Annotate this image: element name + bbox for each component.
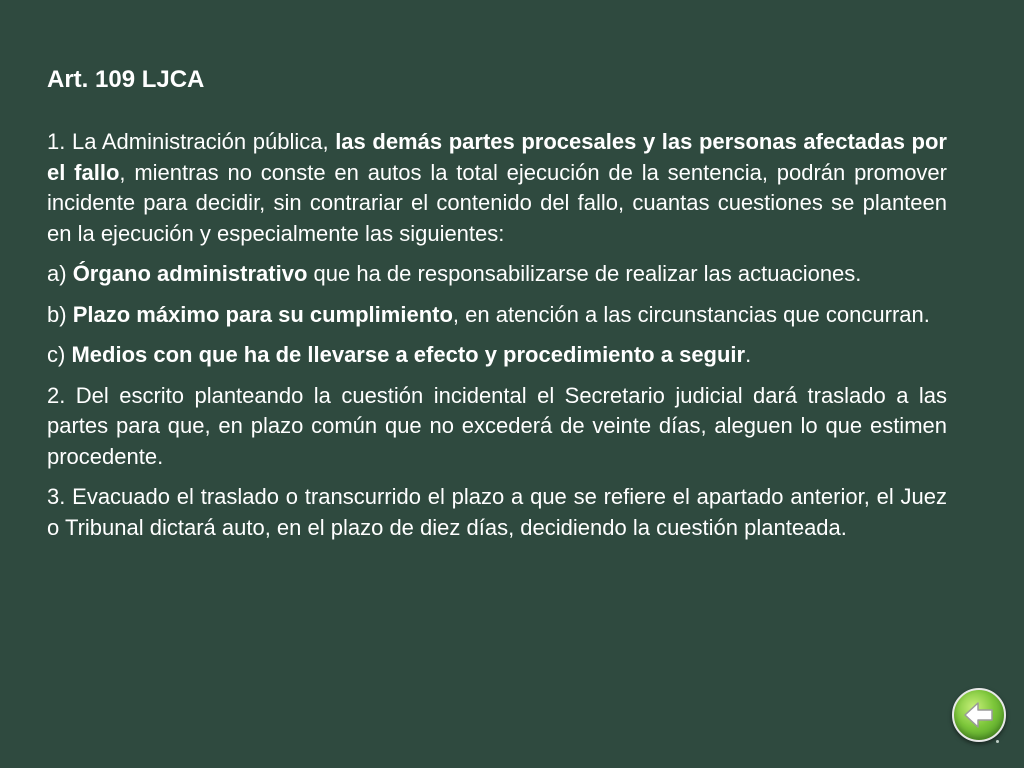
decorative-dot: [996, 740, 999, 743]
paragraph-2-text-1: 2. Del escrito planteando la cuestión incidental el Secretario judicial dará traslado a las partes para que, en plazo común que no excederá de veinte días, aleguen lo que estimen procedente.: [47, 382, 947, 469]
paragraph-1-text-2: , mientras no conste en autos la total ejecución de la sentencia, podrán promover incidente para decidir, sin contrariar el contenido del fallo, cuantas cuestiones se planteen en la ejecución y especialmente las siguientes:: [47, 159, 947, 246]
paragraph-a-text-2: que ha de responsabilizarse de realizar las actuaciones.: [307, 261, 862, 286]
paragraph-c-text-1: c): [47, 342, 72, 367]
paragraph-c-text-2: .: [745, 342, 752, 367]
paragraph-c: [47, 340, 947, 371]
paragraph-1-bold-1: las demás partes procesales y las personas afectadas por el fallo: [47, 129, 947, 185]
paragraph-b-text-2: , en atención a las circunstancias que concurran.: [452, 301, 930, 327]
paragraph-a: [47, 259, 947, 290]
back-button[interactable]: [952, 688, 1006, 742]
paragraph-c-bold-1: Medios con que ha de llevarse a efecto y procedimiento a seguir: [71, 342, 746, 367]
paragraph-2: [47, 381, 947, 473]
paragraph-a-text-1: a): [47, 261, 73, 286]
paragraph-b-bold-1: Plazo máximo para su cumplimiento: [72, 301, 453, 327]
slide-title: Art. 109 LJCA: [47, 66, 205, 93]
paragraph-3: [47, 482, 947, 543]
slide-content: [47, 127, 947, 553]
paragraph-1: [47, 127, 947, 249]
paragraph-a-bold-1: Órgano administrativo: [72, 261, 308, 286]
paragraph-1-text-1: 1. La Administración pública,: [47, 129, 336, 154]
paragraph-b: [47, 300, 947, 331]
arrow-left-icon: [963, 700, 995, 730]
paragraph-3-text-1: 3. Evacuado el traslado o transcurrido el plazo a que se refiere el apartado anterior, el Juez o Tribunal dictará auto, en el plazo de diez días, decidiendo la cuestión planteada.: [47, 484, 947, 540]
paragraph-b-text-1: b): [47, 301, 73, 327]
